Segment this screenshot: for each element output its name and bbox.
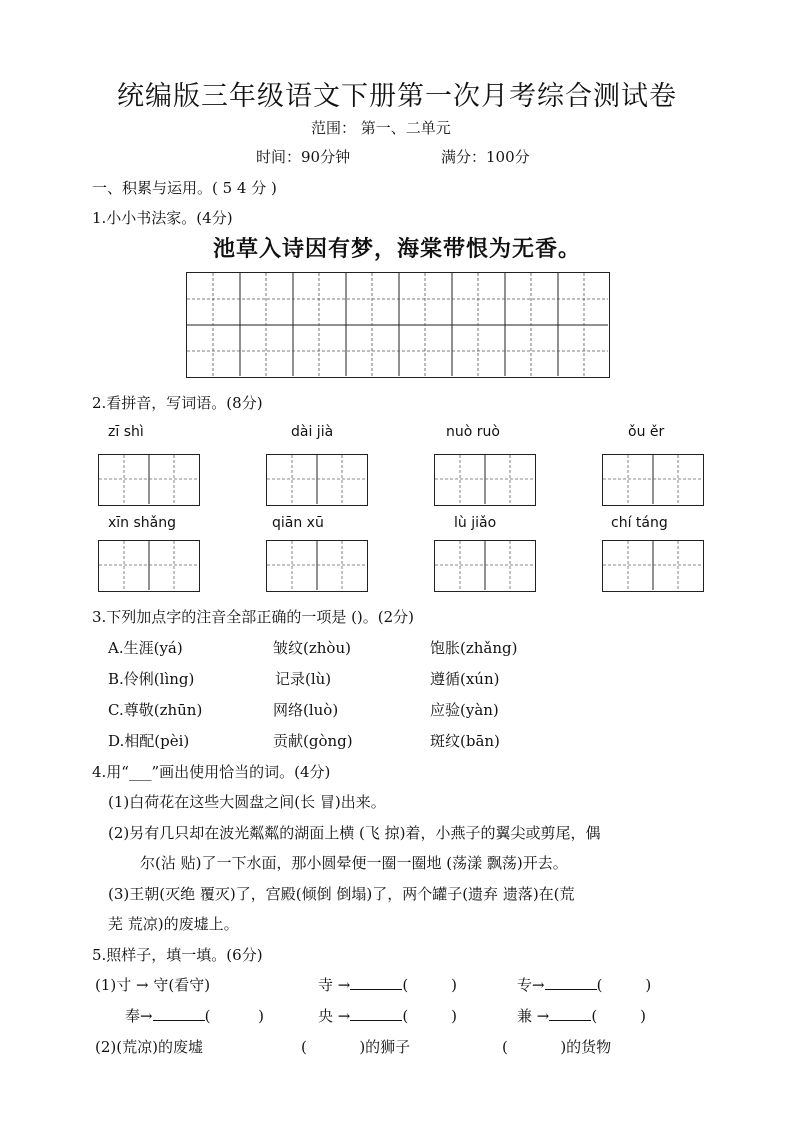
question-5-label: 5.照样子，填一填。(6分) xyxy=(92,946,263,964)
pinyin-2: dài jià xyxy=(291,424,334,440)
page-title: 统编版三年级语文下册第一次月考综合测试卷 xyxy=(117,81,677,112)
q5-part2-item-1-text: )的狮子 xyxy=(359,1038,411,1056)
q5-char-2-text: 专→ xyxy=(517,976,545,994)
option-a-3: 饱胀(zhǎng) xyxy=(430,639,518,657)
option-b-1: B.伶俐(lìng) xyxy=(108,670,195,688)
q4-sentence-1: (1)白荷花在这些大圆盘之间(长 冒)出来。 xyxy=(108,793,386,811)
q5-part2-item-2[interactable] xyxy=(502,1036,611,1057)
q4-sentence-3-cont: 芜 荒凉)的废墟上。 xyxy=(108,915,239,933)
pinyin-5: xīn shǎng xyxy=(108,515,177,531)
option-b-3: 遵循(xún) xyxy=(430,670,500,688)
option-c-2: 网络(luò) xyxy=(273,701,339,719)
question-2-label: 2.看拼音，写词语。(8分) xyxy=(92,394,263,412)
q5-char-5-text: 兼 → xyxy=(517,1007,550,1025)
answer-blank[interactable] xyxy=(153,1006,205,1021)
option-c-3: 应验(yàn) xyxy=(430,701,499,719)
box-lines xyxy=(99,541,198,590)
question-4-label: 4.用“___”画出使用恰当的词。(4分) xyxy=(92,763,331,781)
q5-char-3-text: 奉→ xyxy=(125,1007,153,1025)
q4-sentence-2-cont: 尔(沾 贴)了一下水面，那小圆晕便一圈一圈地 (荡漾 飘荡)开去。 xyxy=(140,854,568,872)
paren-open: ( xyxy=(502,1038,561,1056)
q4-sentence-3: (3)王朝(灭绝 覆灭)了，宫殿(倾倒 倒塌)了，两个罐子(遗弃 遗落)在(荒 xyxy=(108,885,575,903)
question-3-label: 3.下列加点字的注音全部正确的一项是 ()。(2分) xyxy=(92,608,415,626)
q4-sentence-2: (2)另有几只却在波光粼粼的湖面上横 (飞 掠)着，小燕子的翼尖或剪尾，偶 xyxy=(108,824,601,842)
pinyin-answer-box-3[interactable] xyxy=(434,454,536,506)
pinyin-8: chí táng xyxy=(611,515,668,531)
score-text: 满分：100分 xyxy=(441,148,530,166)
q5-char-4[interactable] xyxy=(318,1005,457,1026)
grid-lines xyxy=(187,273,608,376)
option-b-2: 记录(lù) xyxy=(275,670,332,688)
option-a-1: A.生涯(yá) xyxy=(108,639,183,657)
paren-open: ( xyxy=(301,1038,360,1056)
pinyin-1: zī shì xyxy=(108,424,144,440)
box-lines xyxy=(603,455,702,504)
pinyin-answer-box-1[interactable] xyxy=(98,454,200,506)
box-lines xyxy=(435,541,534,590)
pinyin-3: nuò ruò xyxy=(446,424,500,440)
question-1-label: 1.小小书法家。(4分) xyxy=(92,209,233,227)
q5-char-1-text: 寺 → xyxy=(318,976,351,994)
pinyin-answer-box-7[interactable] xyxy=(434,540,536,592)
q5-char-3[interactable] xyxy=(125,1005,264,1026)
box-lines xyxy=(99,455,198,504)
answer-blank[interactable] xyxy=(545,975,597,990)
option-c-1: C.尊敬(zhūn) xyxy=(108,701,203,719)
time-text: 时间：90分钟 xyxy=(256,148,351,166)
q5-char-5[interactable] xyxy=(517,1005,646,1026)
q5-part2-item-2-text: )的货物 xyxy=(560,1038,612,1056)
q5-part2-item-1[interactable] xyxy=(301,1036,410,1057)
pinyin-answer-box-5[interactable] xyxy=(98,540,200,592)
answer-blank[interactable] xyxy=(350,975,402,990)
calligraphy-poem: 池草入诗因有梦，海棠带恨为无香。 xyxy=(212,237,581,262)
paren: ( ) xyxy=(204,1007,264,1025)
pinyin-7: lù jiǎo xyxy=(454,515,497,531)
option-d-2: 贡献(gòng) xyxy=(273,732,353,750)
pinyin-6: qiān xū xyxy=(272,515,324,531)
calligraphy-grid[interactable] xyxy=(186,272,610,378)
section-heading: 一、积累与运用。( 5 4 分 ) xyxy=(92,179,277,197)
paren: ( ) xyxy=(402,976,457,994)
q5-char-2[interactable] xyxy=(517,974,651,995)
q5-char-1[interactable] xyxy=(318,974,457,995)
box-lines xyxy=(267,541,366,590)
pinyin-answer-box-4[interactable] xyxy=(602,454,704,506)
option-d-1: D.相配(pèi) xyxy=(108,732,190,750)
answer-blank[interactable] xyxy=(549,1006,591,1021)
pinyin-answer-box-6[interactable] xyxy=(266,540,368,592)
pinyin-answer-box-2[interactable] xyxy=(266,454,368,506)
paren: ( ) xyxy=(402,1007,457,1025)
scope-text: 范围： 第一、二单元 xyxy=(311,119,451,137)
option-a-2: 皱纹(zhòu) xyxy=(273,639,351,657)
box-lines xyxy=(267,455,366,504)
option-d-3: 斑纹(bān) xyxy=(430,732,500,750)
answer-blank[interactable] xyxy=(350,1006,402,1021)
box-lines xyxy=(603,541,702,590)
q5-part2-example: (2)(荒凉)的废墟 xyxy=(95,1038,203,1056)
paren: ( ) xyxy=(596,976,652,994)
paren: ( ) xyxy=(591,1007,646,1025)
pinyin-answer-box-8[interactable] xyxy=(602,540,704,592)
q5-char-4-text: 央 → xyxy=(318,1007,351,1025)
box-lines xyxy=(435,455,534,504)
pinyin-4: ǒu ěr xyxy=(628,424,665,440)
q5-example: (1)寸 → 守(看守) xyxy=(95,976,211,994)
